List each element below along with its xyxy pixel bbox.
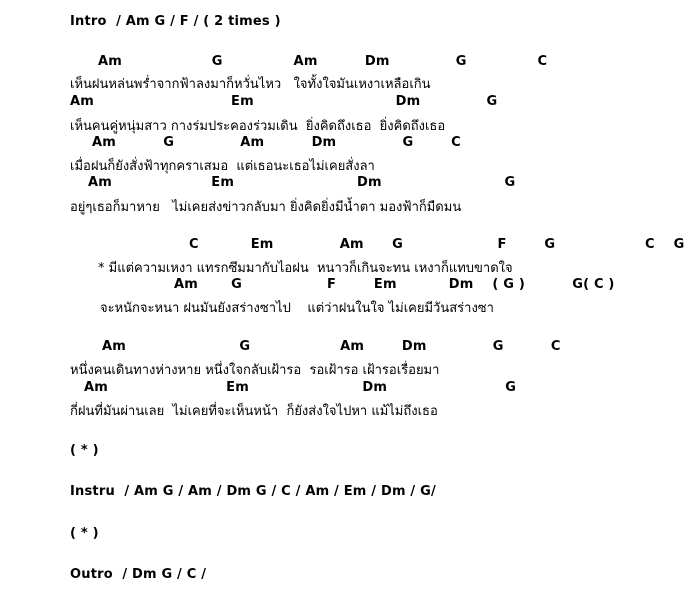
instru-line: Instru / Am G / Am / Dm G / C / Am / Em / Dm / G/ — [70, 484, 436, 499]
lyric-line: เห็นฝนหล่นพร่ำจากฟ้าลงมาก็หวั่นไหว ใจทั้งใจมันเหงาเหลือเกิน — [70, 77, 431, 92]
chord-line: Am G F Em Dm ( G ) G( C ) — [174, 277, 615, 292]
chorus-repeat-marker: ( * ) — [70, 443, 99, 458]
lyric-line: หนึ่งคนเดินทางห่างหาย หนึ่งใจกลับเฝ้ารอ รอเฝ้ารอ เฝ้ารอเรื่อยมา — [70, 363, 440, 378]
intro-line: Intro / Am G / F / ( 2 times ) — [70, 14, 281, 29]
chorus-repeat-marker: ( * ) — [70, 526, 99, 541]
outro-line: Outro / Dm G / C / — [70, 567, 207, 582]
chord-line: Am Em Dm G — [70, 94, 498, 109]
lyric-line: * มีแต่ความเหงา แทรกซึมมากับไอฝน หนาวก็เกินจะทน เหงาก็แทบขาดใจ — [98, 261, 513, 276]
chord-line: C Em Am G F G C G — [189, 237, 685, 252]
lyric-line: อยู่ๆเธอก็มาหาย ไม่เคยส่งข่าวกลับมา ยิ่งคิดยิ่งมีน้ำตา มองฟ้าก็มืดมน — [70, 200, 462, 215]
chord-line: Am G Am Dm G C — [92, 135, 461, 150]
lyric-line: จะหนักจะหนา ฝนมันยังสร่างซาไป แต่ว่าฝนในใจ ไม่เคยมีวันสร่างซา — [100, 301, 494, 316]
chord-line: Am Em Dm G — [88, 175, 516, 190]
lyric-line: เห็นคนคู่หนุ่มสาว กางร่มประคองร่วมเดิน ยิ่งคิดถึงเธอ ยิ่งคิดถึงเธอ — [70, 119, 446, 134]
lyric-line: กี่ฝนที่มันผ่านเลย ไม่เคยที่จะเห็นหน้า ก็ยังส่งใจไปหา แม้ไม่ถึงเธอ — [70, 404, 438, 419]
chord-line: Am G Am Dm G C — [98, 54, 548, 69]
chord-line: Am G Am Dm G C — [102, 339, 561, 354]
lyric-line: เมื่อฝนก็ยังสั่งฟ้าทุกคราเสมอ แต่เธอนะเธอไม่เคยสั่งลา — [70, 159, 375, 174]
chord-line: Am Em Dm G — [84, 380, 517, 395]
